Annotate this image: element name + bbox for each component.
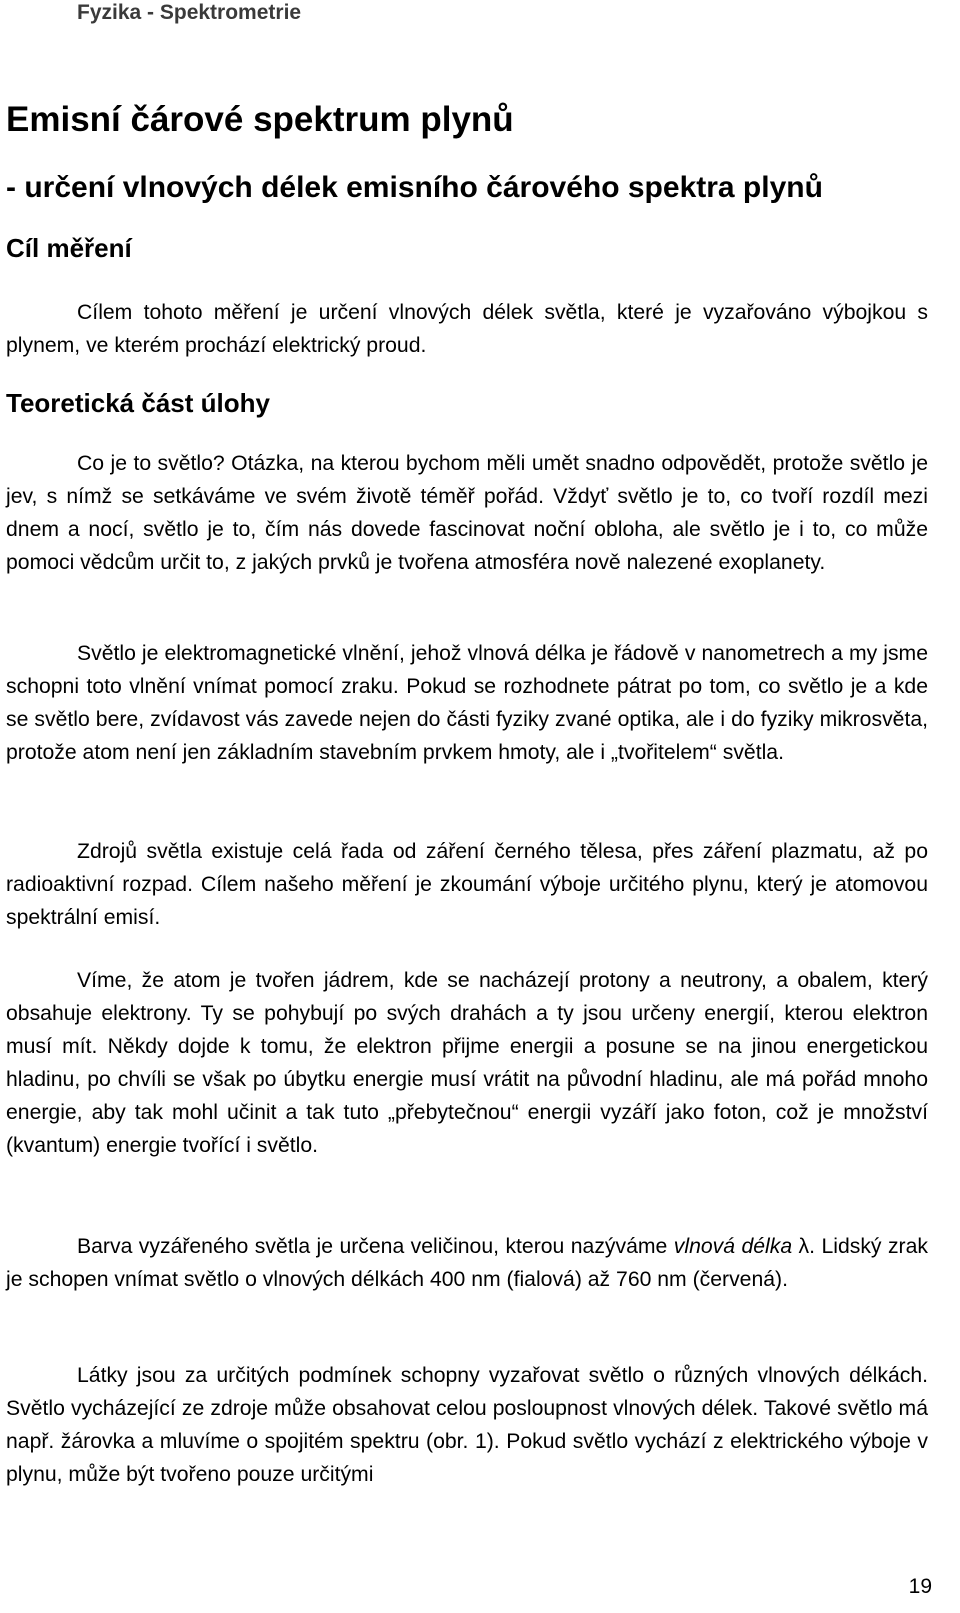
paragraph-theory-1: Co je to světlo? Otázka, na kterou bychom měli umět snadno odpovědět, protože světlo je jev, s nímž se setkáváme ve svém životě téměř pořád. Vždyť světlo je to, co tvoří rozdíl mezi dnem a nocí, světlo je to, čím nás dovede fascinovat noční obloha, ale světlo je i to, co může pomoci vědcům určit to, z jakých prvků je tvořena atmosféra nově nalezené exoplanety.: [6, 452, 928, 574]
paragraph-theory-5: [6, 1230, 928, 1296]
running-header: Fyzika - Spektrometrie: [77, 1, 302, 24]
paragraph-goal: Cílem tohoto měření je určení vlnových délek světla, které je vyzařováno výbojkou s plynem, ve kterém prochází elektrický proud.: [6, 301, 928, 357]
paragraph-theory-6: Látky jsou za určitých podmínek schopny vyzařovat světlo o různých vlnových délkách. Světlo vycházející ze zdroje může obsahovat celou posloupnost vlnových délek. Takové světlo má např. žárovka a mluvíme o spojitém spektru (obr. 1). Pokud světlo vychází z elektrického výboje v plynu, může být tvořeno pouze určitými: [6, 1364, 928, 1486]
paragraph-theory-5-start: Barva vyzářeného světla je určena veličinou, kterou nazýváme: [77, 1235, 674, 1258]
paragraph-theory-3: Zdrojů světla existuje celá řada od záření černého tělesa, přes záření plazmatu, až po radioaktivní rozpad. Cílem našeho měření je zkoumání výboje určitého plynu, který je atomovou spektrální emisí.: [6, 840, 928, 929]
page-subtitle: - určení vlnových délek emisního čárového spektra plynů: [6, 171, 823, 204]
section-heading-goal: Cíl měření: [6, 233, 132, 263]
section-heading-theory: Teoretická část úlohy: [6, 388, 270, 418]
page-title: Emisní čárové spektrum plynů: [6, 100, 514, 139]
paragraph-theory-2: Světlo je elektromagnetické vlnění, jehož vlnová délka je řádově v nanometrech a my jsme schopni toto vlnění vnímat pomocí zraku. Pokud se rozhodnete pátrat po tom, co světlo je a kde se světlo bere, zvídavost vás zavede nejen do části fyziky zvané optika, ale i do fyziky mikrosvěta, protože atom není jen základním stavebním prvkem hmoty, ale i „tvořitelem“ světla.: [6, 642, 928, 764]
term-wavelength: vlnová délka: [673, 1235, 793, 1258]
paragraph-theory-4: Víme, že atom je tvořen jádrem, kde se nacházejí protony a neutrony, a obalem, který obsahuje elektrony. Ty se pohybují po svých drahách a ty jsou určeny energií, kterou elektron musí mít. Někdy dojde k tomu, že elektron přijme energii a posune se na jinou energetickou hladinu, po chvíli se však po úbytku energie musí vrátit na původní hladinu, ale má pořád mnoho energie, aby tak mohl učinit a tak tuto „přebytečnou“ energii vyzáří jako foton, což je množství (kvantum) energie tvořící i světlo.: [6, 969, 928, 1157]
page-number: 19: [908, 1575, 932, 1598]
paragraph-theory-5-end: λ. Lidský zrak je schopen vnímat světlo o vlnových délkách 400 nm (fialová) až 760 nm (červená).: [6, 1235, 928, 1291]
